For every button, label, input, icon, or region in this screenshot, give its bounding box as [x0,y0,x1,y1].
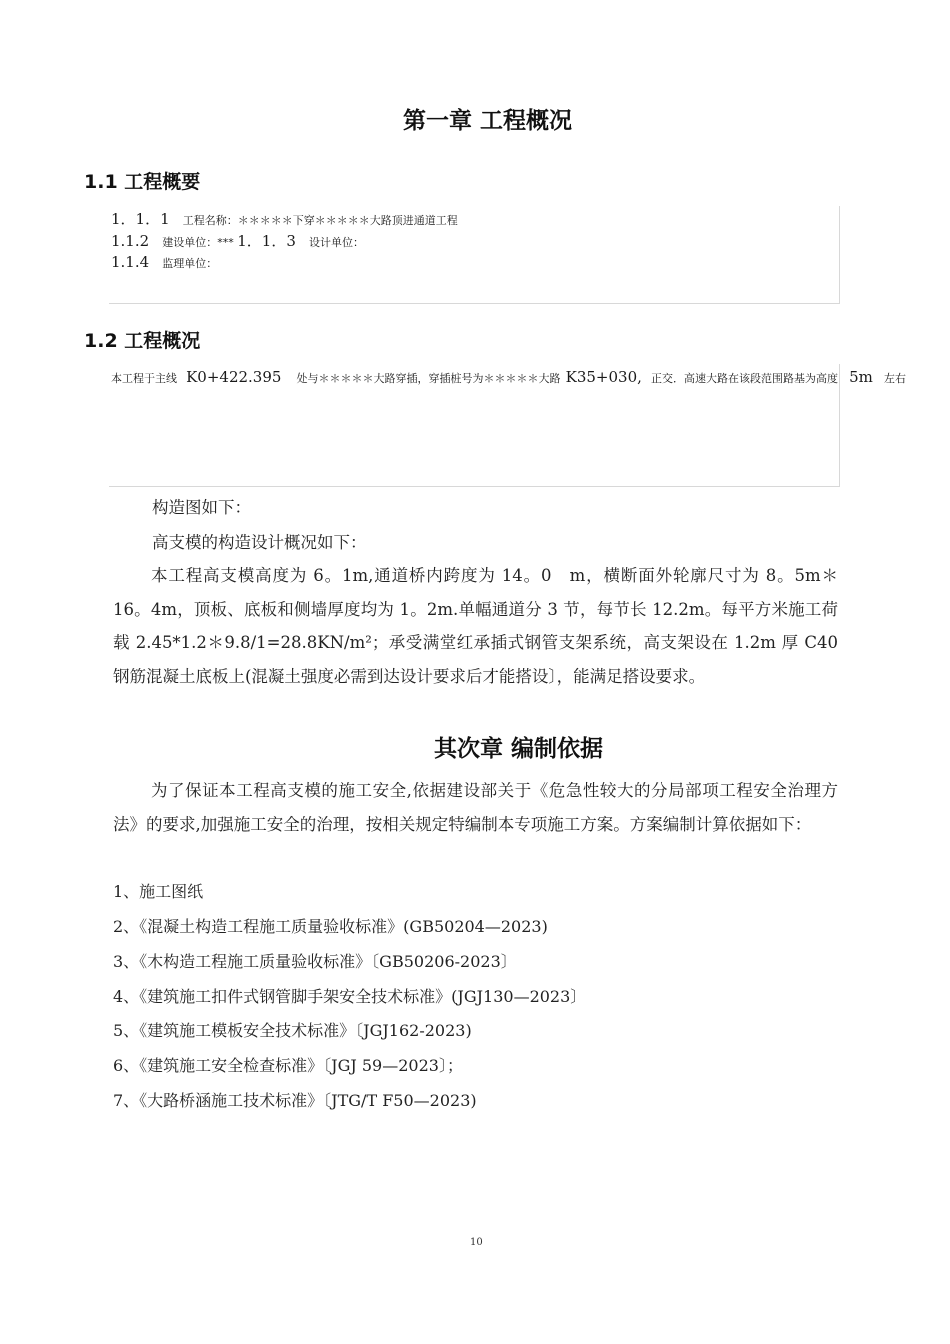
designer-unit-text: 设计单位： [309,236,364,249]
builder-unit-text: 建设单位：*** [162,236,238,249]
item-number: 1.1.4 [111,253,150,271]
chapter-1-title: 第一章 工程概况 [403,108,573,134]
item-number: 1．1．3 [237,232,296,250]
basis-list-item: 4、《建筑施工扣件式钢管脚手架安全技术标准》(JGJ130—2023〕 [113,987,587,1006]
basis-list-item: 6、《建筑施工安全检查标准》〔JGJ 59—2023〕； [113,1056,463,1075]
basis-list-item: 2、《混凝土构造工程施工质量验收标准》(GB50204—2023) [113,917,548,936]
overview-text: 正交．高速大路在该段范围路基为高度 [651,372,838,385]
basis-list-item: 1、施工图纸 [113,882,204,901]
overview-value: 5m [849,368,873,386]
supervisor-unit-text: 监理单位： [162,257,218,270]
project-name-line [111,208,458,229]
section-1-1-title: 1.1 工程概要 [84,171,201,193]
structure-drawing-label: 构造图如下： [152,498,251,517]
basis-list-item: 7、《大路桥涵施工技术标准》〔JTG/T F50—2023) [113,1091,477,1110]
section-1-2-title: 1.2 工程概况 [84,330,201,352]
overview-value: K0+422.395 [186,368,282,386]
builder-designer-line [111,230,364,251]
formwork-description: 本工程高支模高度为 6。1m,通道桥内跨度为 14。0 m，横断面外轮廓尺寸为 8。5m＊16。4m，顶板、底板和侧墙厚度均为 1。2m.单幅通道分 3 节，每节长 12.2m。每平方米施工荷载 2.45*1.2＊9.8/1=28.8KN/m²；承受满堂红承插式钢管支架系统，高支架设在 1.2m 厚 C40 钢筋混凝土底板上(混凝土强度必需到达设计要求后才能搭设〕，能满足搭设要求。 [113,566,838,686]
overview-value: K35+030, [565,368,642,386]
basis-list-item: 5、《建筑施工模板安全技术标准》〔JGJ162-2023) [113,1021,472,1040]
chapter-2-title: 其次章 编制依据 [434,736,604,762]
basis-list-item: 3、《木构造工程施工质量验收标准》〔GB50206-2023〕 [113,952,517,971]
item-number: 1.1.2 [111,232,150,250]
formwork-design-label: 高支模的构造设计概况如下： [152,533,367,552]
overview-line [111,367,950,386]
overview-text: 本工程于主线 [111,372,177,385]
basis-intro-paragraph: 为了保证本工程高支模的施工安全,依据建设部关于《危急性较大的分局部项工程安全治理方法》的要求,加强施工安全的治理，按相关规定特编制本专项施工方案。方案编制计算依据如下： [113,781,838,834]
overview-text: 处与＊＊＊＊＊大路穿插，穿插桩号为＊＊＊＊＊大路 [296,372,561,385]
project-name-text: 工程名称：＊＊＊＊＊下穿＊＊＊＊＊大路顶进通道工程 [182,214,458,227]
supervisor-line [111,252,217,271]
page-number: 10 [470,1237,483,1248]
item-number: 1．1．1 [111,210,170,228]
overview-text: 左右 [883,372,906,385]
